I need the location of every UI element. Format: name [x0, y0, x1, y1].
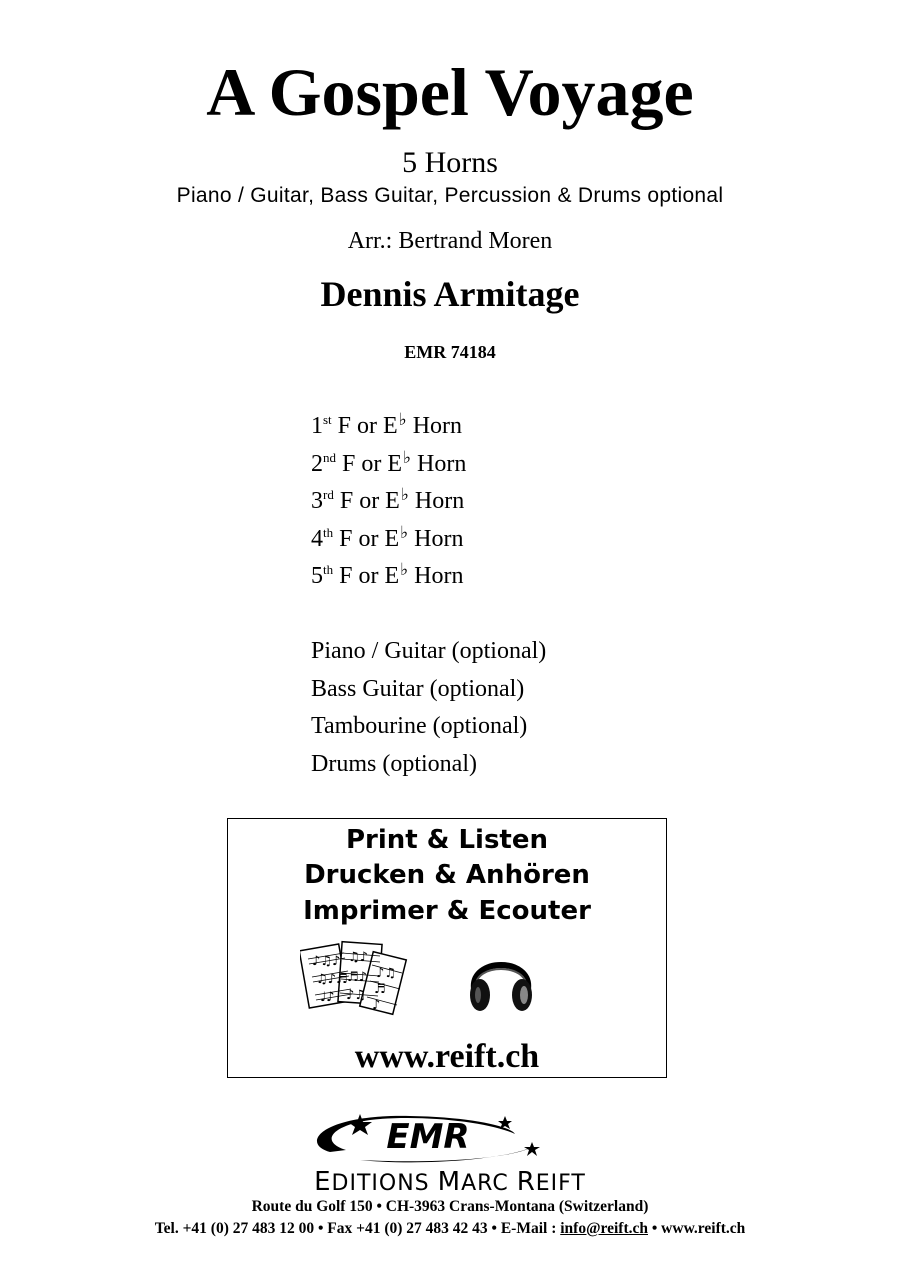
flat-sign: ♭	[400, 560, 409, 580]
headphones-icon	[466, 943, 536, 1015]
arranger-credit: Arr.: Bertrand Moren	[347, 228, 553, 254]
svg-text:♩♪: ♩♪	[320, 990, 335, 1005]
flat-sign: ♭	[400, 522, 409, 542]
optional-parts-list	[311, 633, 546, 783]
horn-parts-list	[311, 408, 466, 596]
part-item: 1st F or E♭ Horn	[311, 410, 463, 439]
svg-text:♬: ♬	[374, 982, 386, 997]
promo-line-english: Print & Listen	[345, 825, 549, 855]
print-listen-box	[227, 818, 667, 1078]
logo-text: EMR	[386, 1117, 470, 1157]
svg-text:♬♪: ♬♪	[347, 970, 367, 985]
svg-text:♫♪: ♫♪	[348, 950, 368, 965]
publisher-address: Route du Golf 150 • CH-3963 Crans-Montana (Switzerland)	[251, 1198, 649, 1215]
composer-name: Dennis Armitage	[320, 274, 580, 314]
part-item: 3rd F or E♭ Horn	[311, 485, 465, 515]
emr-logo	[300, 1108, 550, 1168]
promo-website-link[interactable]: www.reift.ch	[354, 1038, 540, 1075]
svg-text:♪♫: ♪♫	[346, 988, 366, 1003]
sheet-music-icon	[300, 937, 410, 1022]
svg-text:♪♫: ♪♫	[376, 966, 396, 981]
svg-text:♫♪♬: ♫♪♬	[316, 972, 348, 987]
optional-part-item: Tambourine (optional)	[311, 713, 528, 740]
score-title: A Gospel Voyage	[206, 54, 694, 130]
optional-part-item: Drums (optional)	[311, 750, 477, 777]
part-item: 4th F or E♭ Horn	[311, 522, 464, 552]
optional-part-item: Bass Guitar (optional)	[311, 675, 525, 702]
email-link[interactable]: info@reift.ch	[560, 1220, 648, 1237]
flat-sign: ♭	[398, 410, 407, 429]
ensemble-subtitle: 5 Horns	[402, 146, 498, 179]
promo-line-german: Drucken & Anhören	[304, 860, 590, 890]
promo-line-french: Imprimer & Ecouter	[303, 896, 591, 926]
part-item: 5th F or E♭ Horn	[311, 560, 464, 590]
part-item: 2nd F or E♭ Horn	[311, 447, 467, 477]
publisher-name: EDITIONS MARC REIFT	[314, 1167, 586, 1197]
flat-sign: ♭	[400, 485, 409, 505]
svg-text:♪♫♪: ♪♫♪	[312, 954, 341, 969]
optional-part-item: Piano / Guitar (optional)	[311, 638, 547, 664]
instrumentation-line: Piano / Guitar, Bass Guitar, Percussion & Drums optional	[176, 184, 724, 207]
svg-text:♪: ♪	[372, 998, 381, 1013]
flat-sign: ♭	[403, 447, 412, 467]
catalog-number: EMR 74184	[404, 342, 496, 362]
publisher-contact: Tel. +41 (0) 27 483 12 00 • Fax +41 (0) 27 483 42 43 • E-Mail : info@reift.ch • www.reift.ch	[154, 1220, 746, 1237]
